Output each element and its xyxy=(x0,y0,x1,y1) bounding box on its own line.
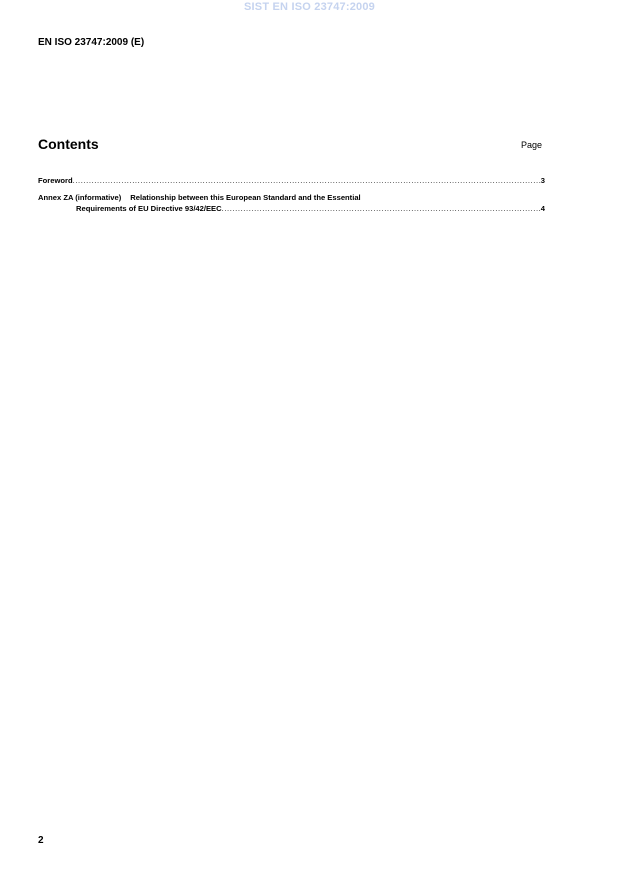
toc-entry-title-continued: Requirements of EU Directive 93/42/EEC xyxy=(76,204,222,213)
toc-line xyxy=(38,175,545,186)
page-column-label: Page xyxy=(521,140,543,150)
contents-heading: Contents xyxy=(38,136,99,152)
toc-entry-title: Foreword xyxy=(38,176,73,185)
toc-line xyxy=(38,192,545,203)
watermark-text: SIST EN ISO 23747:2009 xyxy=(244,1,375,13)
dot-leader xyxy=(222,203,541,214)
toc-entry-page: 3 xyxy=(540,176,545,185)
toc-entry-annex-za[interactable] xyxy=(38,192,545,214)
page-number: 2 xyxy=(38,835,44,846)
table-of-contents xyxy=(38,175,545,220)
toc-entry-foreword[interactable] xyxy=(38,175,545,186)
toc-line xyxy=(38,203,545,214)
document-identifier: EN ISO 23747:2009 (E) xyxy=(38,37,145,48)
toc-entry-prefix: Annex ZA (informative) xyxy=(38,193,122,202)
toc-entry-page: 4 xyxy=(540,204,545,213)
toc-entry-title: Relationship between this European Standard and the Essential xyxy=(130,193,361,202)
dot-leader xyxy=(73,175,541,186)
